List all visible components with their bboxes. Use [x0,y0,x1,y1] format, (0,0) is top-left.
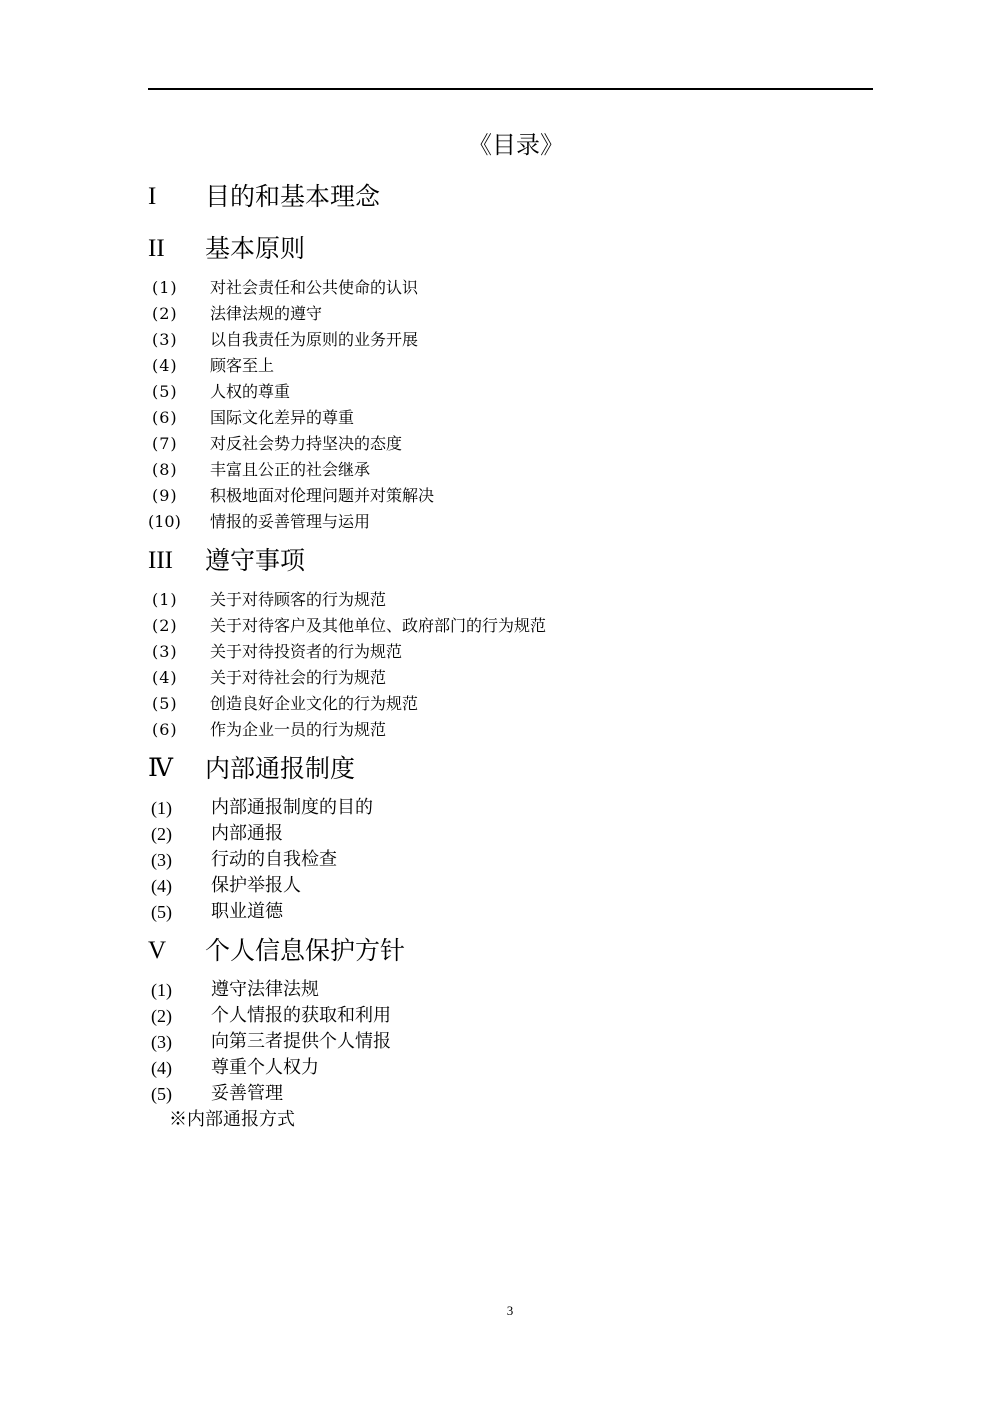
list-item [148,1081,873,1107]
list-item [148,275,873,301]
list-item [148,717,873,743]
section-3 [148,544,873,743]
list-item [148,587,873,613]
item-label: 关于对待社会的行为规范 [210,668,387,687]
section-title: 内部通报制度 [205,754,356,783]
item-number: (4) [151,876,172,896]
item-number: (5) [151,902,172,922]
item-label: 积极地面对伦理问题并对策解决 [210,486,435,505]
list-item [148,873,873,899]
item-number: (4) [152,356,178,375]
section-heading [148,934,873,968]
section-2 [148,232,873,535]
section-heading [148,232,873,266]
section-numeral: II [148,235,165,262]
list-item [148,405,873,431]
item-label: 作为企业一员的行为规范 [210,720,387,739]
list-item [148,1003,873,1029]
item-number: (2) [151,824,172,844]
item-number: (2) [151,1006,172,1026]
section-item-list [148,275,873,535]
item-number: (2) [152,616,178,635]
section-title: 基本原则 [205,234,306,263]
list-item [148,509,873,535]
item-number: (4) [151,1058,172,1078]
section-numeral: Ⅳ [148,755,173,782]
item-number: (6) [152,408,178,427]
section-title: 目的和基本理念 [205,182,381,211]
item-label: 关于对待投资者的行为规范 [210,642,403,661]
section-heading [148,180,873,214]
item-number: (3) [151,850,172,870]
item-number: (1) [151,980,172,1000]
item-label: 情报的妥善管理与运用 [210,512,371,531]
section-1 [148,180,873,214]
toc-title: 《目录》 [468,131,564,159]
item-number: (1) [151,798,172,818]
item-label: 以自我责任为原则的业务开展 [210,330,419,349]
item-label: 行动的自我检查 [211,849,337,870]
section-numeral: V [148,937,167,964]
section-item-list [148,977,873,1107]
section-title: 个人信息保护方针 [205,936,406,965]
header-rule [148,88,873,90]
list-item [148,301,873,327]
item-number: (1) [152,278,178,297]
item-number: (6) [152,720,178,739]
section-numeral: I [148,183,157,210]
item-label: 人权的尊重 [210,382,291,401]
item-label: 国际文化差异的尊重 [210,408,355,427]
item-label: 妥善管理 [211,1083,283,1104]
section-title: 遵守事项 [205,546,306,575]
item-label: 尊重个人权力 [211,1057,319,1078]
item-number: (1) [152,590,178,609]
item-label: 保护举报人 [211,875,301,896]
item-number: (5) [151,1084,172,1104]
list-item [148,977,873,1003]
item-label: 遵守法律法规 [211,979,319,1000]
item-number: (3) [152,330,178,349]
list-item [148,795,873,821]
section-heading [148,752,873,786]
item-number: (9) [152,486,178,505]
item-number: (3) [151,1032,172,1052]
item-label: 内部通报 [211,823,283,844]
item-label: 职业道德 [211,901,283,922]
item-label: 个人情报的获取和利用 [211,1005,391,1026]
item-label: 创造良好企业文化的行为规范 [210,694,419,713]
list-item [148,899,873,925]
item-label: 顾客至上 [210,356,275,375]
list-item [148,821,873,847]
section-numeral: III [148,547,173,574]
section-item-list [148,587,873,743]
item-label: 关于对待顾客的行为规范 [210,590,387,609]
item-label: 关于对待客户及其他单位、政府部门的行为规范 [210,616,547,635]
list-item [148,327,873,353]
list-item [148,691,873,717]
item-number: (5) [152,382,178,401]
section-4 [148,752,873,925]
item-number: (5) [152,694,178,713]
list-item [148,457,873,483]
item-number: (8) [152,460,178,479]
list-item [148,353,873,379]
list-item [148,1029,873,1055]
item-number: (10) [148,512,181,531]
item-label: 丰富且公正的社会继承 [210,460,371,479]
item-label: 法律法规的遵守 [210,304,323,323]
section-heading [148,544,873,578]
item-label: 对反社会势力持坚决的态度 [210,434,403,453]
item-label: 向第三者提供个人情报 [211,1031,391,1052]
section-item-list [148,795,873,925]
list-item [148,639,873,665]
list-item [148,613,873,639]
item-number: (7) [152,434,178,453]
list-item [148,665,873,691]
list-item [148,483,873,509]
item-label: 内部通报制度的目的 [211,797,373,818]
internal-report-note: ※内部通报方式 [169,1109,295,1130]
list-item [148,1055,873,1081]
item-label: 对社会责任和公共使命的认识 [210,278,419,297]
list-item [148,379,873,405]
item-number: (2) [152,304,178,323]
list-item [148,847,873,873]
item-number: (4) [152,668,178,687]
page-number: 3 [506,1303,514,1318]
item-number: (3) [152,642,178,661]
list-item [148,431,873,457]
section-5 [148,934,873,1133]
